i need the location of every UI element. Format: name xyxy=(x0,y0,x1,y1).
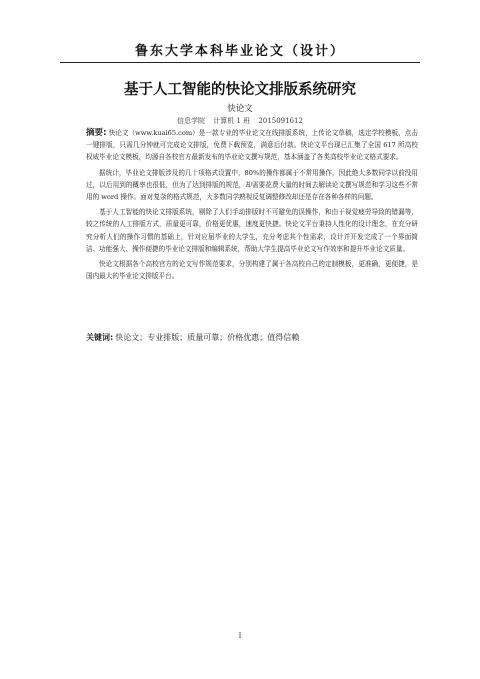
body-paragraph: 基于人工智能的快论文排版系统，剔除了人们手动排版时不可避免的误操作，和由于视觉疲劳导致的错漏等，较之传统的人工排版方式，质量更可靠，价格更优惠，速度更快捷。快论文平台秉持人性化的设计理念，在充分研究分析人们的操作习惯的基础上，针对应届毕业的大学生，充分考虑其个性需求，设计并开发完成了一个界面简洁、功能强大、操作便捷的毕业论文排版和编辑系统，帮助大学生提高毕业论文写作效率和提升毕业论文质量。 xyxy=(86,208,418,253)
paper-body xyxy=(86,127,418,285)
abstract-paragraph xyxy=(86,127,418,164)
keywords-label: 关键词: xyxy=(86,333,114,342)
affiliation-class: 计算机 1 班 xyxy=(213,117,251,125)
author-name: 快论文 xyxy=(227,104,253,114)
paper-title: 基于人工智能的快论文排版系统研究 xyxy=(124,82,356,98)
abstract-text: 快论文（www.kuai65.com）是一款专业的毕业论文在线排版系统，上传论文草稿，选定学校模板，点击一键排版，只需几分钟就可完成论文排版，免费下载预览，满意后付款。快论文平台现已汇集了全国 617 所高校权威毕业论文模板，均源自各校官方最新发布的毕业论文撰写规范，基本涵盖了各类高校毕业论文格式要求。 xyxy=(86,129,418,162)
abstract-label: 摘要: xyxy=(86,128,107,138)
author-affiliation xyxy=(60,116,420,126)
body-paragraph: 据统计，毕业论文排版涉及的几十项格式设置中，80%的操作都属于不常用操作，因此绝大多数同学以前没用过，以后用到的概率也很低，但为了达到排版的规范，却需要花费大量的时间去解读论文撰写规范和学习这些不常用的 word 操作。面对复杂的格式规范，大多数同学熟视反复调整修改却还是存在各种各样的问题。 xyxy=(86,168,418,202)
running-header: 鲁东大学本科毕业论文（设计） xyxy=(134,44,345,59)
keywords-line xyxy=(86,332,418,343)
header-rule xyxy=(60,62,420,63)
keywords-text: 快论文；专业排版；质量可靠；价格优惠；值得信赖 xyxy=(115,333,300,342)
body-paragraph: 快论文根据各个高校官方的论文写作规范要求，分别构建了属于各高校自己的定制模板，更准确，更便捷，是国内最大的毕业论文排版平台。 xyxy=(86,260,418,281)
affiliation-student-id: 2015091612 xyxy=(258,117,303,125)
affiliation-school: 信息学院 xyxy=(177,117,206,125)
page-number: I xyxy=(238,632,242,640)
